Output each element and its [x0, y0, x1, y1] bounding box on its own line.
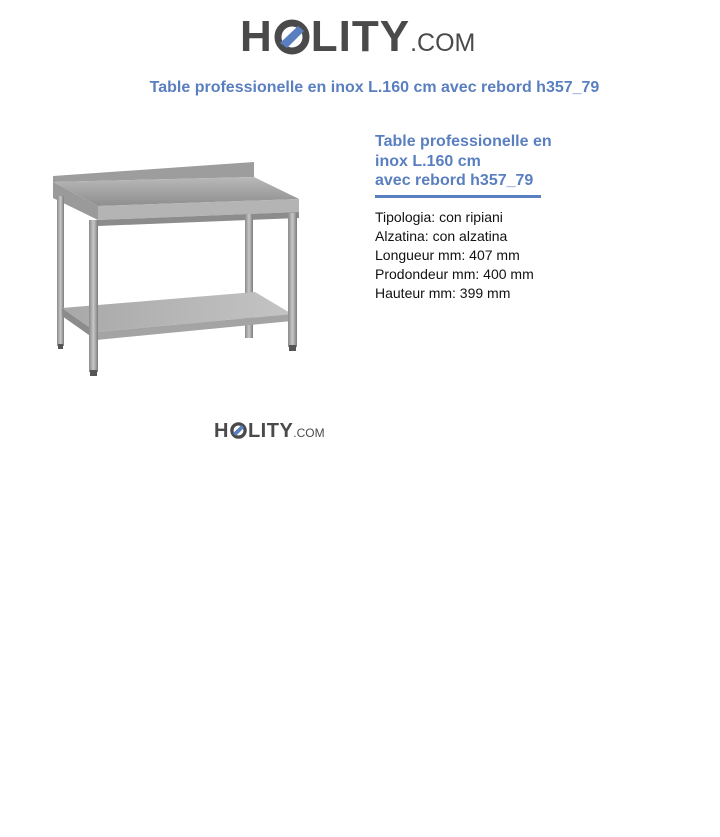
logo-letter-h: H	[214, 420, 229, 442]
stainless-steel-table-image	[50, 158, 302, 380]
logo-letters-lity: LITY	[310, 12, 411, 61]
product-specs	[375, 208, 675, 303]
spec-backsplash: Alzatina: con alzatina	[375, 227, 508, 244]
logo-o-icon	[274, 19, 310, 55]
product-title	[375, 132, 565, 191]
brand-logo-small	[214, 420, 325, 443]
page-title: Table professionelle en inox L.160 cm avec rebord h357_79	[149, 79, 600, 96]
logo-letters-lity: LITY	[247, 420, 294, 442]
logo-letter-h: H	[240, 12, 273, 61]
logo-suffix: .COM	[410, 29, 476, 57]
product-title-line: inox L.160 cm	[375, 152, 481, 170]
logo-suffix: .COM	[293, 426, 325, 440]
product-info	[375, 132, 675, 303]
product-title-line: Table professionelle en	[375, 133, 552, 150]
title-underline	[375, 195, 541, 198]
product-title-line: avec rebord h357_79	[375, 172, 534, 189]
logo-o-icon	[230, 422, 247, 439]
spec-depth: Prodondeur mm: 400 mm	[375, 265, 534, 282]
spec-height: Hauteur mm: 399 mm	[375, 284, 511, 301]
spec-typology: Tipologia: con ripiani	[375, 208, 503, 225]
brand-logo	[240, 12, 475, 62]
spec-length: Longueur mm: 407 mm	[375, 246, 520, 263]
